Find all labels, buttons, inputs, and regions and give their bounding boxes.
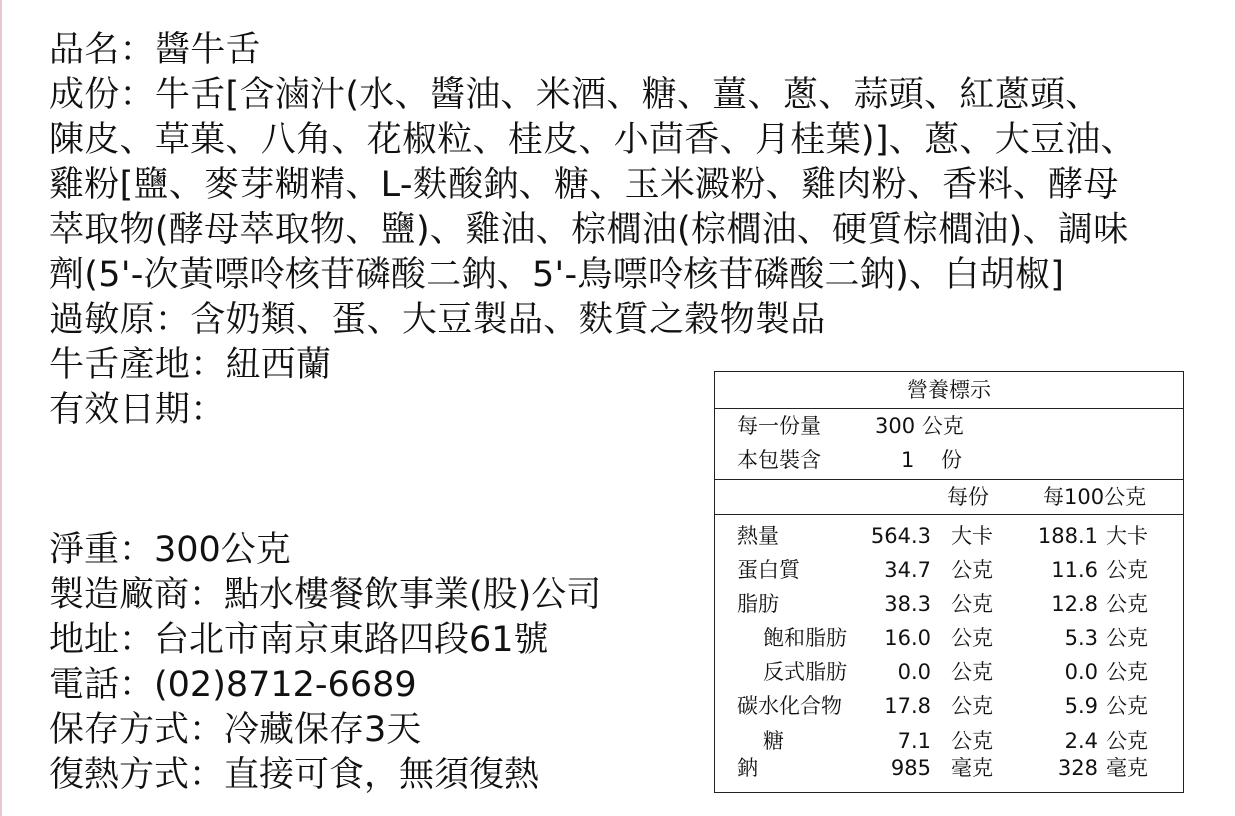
- serving-size-row: [715, 409, 1183, 443]
- ingredients-line-2: 陳皮、草菓、八角、花椒粒、桂皮、小茴香、月桂葉)]、蔥、大豆油、: [49, 120, 1136, 160]
- nutrient-row: [715, 519, 1183, 553]
- per-100g-unit: 公克: [1106, 558, 1148, 582]
- per-100g-unit: 大卡: [1106, 524, 1148, 548]
- per-100g-value: 328: [1057, 756, 1098, 780]
- nutrient-rows: [715, 515, 1183, 781]
- per-100g-value: 0.0: [1064, 660, 1098, 684]
- nutrient-label: 熱量: [737, 524, 779, 548]
- per-100g-unit: 公克: [1106, 626, 1148, 650]
- storage-method: 保存方式：冷藏保存3天: [49, 710, 422, 750]
- per-serving-value: 985: [890, 756, 931, 780]
- net-weight: 淨重：300公克: [49, 530, 291, 570]
- per-100g-value: 5.9: [1064, 694, 1098, 718]
- nutrient-label: 碳水化合物: [737, 694, 842, 718]
- ingredients-line-3: 雞粉[鹽、麥芽糊精、L-麩酸鈉、糖、玉米澱粉、雞肉粉、香料、酵母: [49, 165, 1119, 205]
- per-serving-unit: 公克: [951, 558, 993, 582]
- nutrient-row: [715, 621, 1183, 655]
- nutrient-label: 脂肪: [737, 592, 779, 616]
- nutrient-row: [715, 587, 1183, 621]
- serving-section: [715, 409, 1183, 480]
- per-100g-value: 2.4: [1064, 729, 1098, 753]
- per-100g-unit: 毫克: [1106, 756, 1148, 780]
- per-serving-unit: 公克: [951, 694, 993, 718]
- nutrient-row: [715, 553, 1183, 587]
- left-edge-line: [0, 0, 2, 816]
- per-serving-unit: 公克: [951, 592, 993, 616]
- per-serving-unit: 毫克: [951, 756, 993, 780]
- ingredients-line-1: 成份：牛舌[含滷汁(水、醬油、米酒、糖、薑、蔥、蒜頭、紅蔥頭、: [49, 75, 1101, 115]
- address: 地址：台北市南京東路四段61號: [49, 620, 549, 660]
- per-serving-value: 17.8: [884, 694, 931, 718]
- per-100g-value: 5.3: [1064, 626, 1098, 650]
- per-100g-unit: 公克: [1106, 660, 1148, 684]
- nutrient-row: [715, 689, 1183, 723]
- nutrition-title: 營養標示: [715, 372, 1183, 409]
- per-100g-unit: 公克: [1106, 592, 1148, 616]
- servings-unit: 份: [941, 448, 962, 472]
- column-header-section: [715, 480, 1183, 515]
- ingredients-line-4: 萃取物(酵母萃取物、鹽)、雞油、棕櫚油(棕櫚油、硬質棕櫚油)、調味: [49, 210, 1129, 250]
- per-100g-value: 12.8: [1051, 592, 1098, 616]
- ingredients-line-5: 劑(5'-次黃嘌呤核苷磷酸二鈉、5'-鳥嘌呤核苷磷酸二鈉)、白胡椒]: [49, 255, 1065, 295]
- origin-info: 牛舌產地：紐西蘭: [49, 345, 332, 385]
- column-header-row: [715, 480, 1183, 514]
- per-100g-value: 188.1: [1037, 524, 1098, 548]
- allergen-info: 過敏原：含奶類、蛋、大豆製品、麩質之穀物製品: [49, 300, 826, 340]
- per-100g-unit: 公克: [1106, 694, 1148, 718]
- col-per-100g: 每100公克: [1043, 485, 1147, 509]
- per-100g-value: 11.6: [1051, 558, 1098, 582]
- nutrient-label: 鈉: [737, 756, 758, 780]
- product-details-block: [49, 528, 601, 798]
- phone: 電話：(02)8712-6689: [49, 665, 417, 705]
- servings-value: 1: [901, 448, 915, 472]
- per-serving-value: 16.0: [884, 626, 931, 650]
- manufacturer: 製造廠商：點水樓餐飲事業(股)公司: [49, 575, 602, 615]
- nutrient-label: 飽和脂肪: [763, 626, 847, 650]
- per-100g-unit: 公克: [1106, 729, 1148, 753]
- per-serving-value: 34.7: [884, 558, 931, 582]
- nutrition-facts-table: [714, 371, 1184, 793]
- nutrient-label: 反式脂肪: [763, 660, 847, 684]
- product-name: 品名：醬牛舌: [49, 30, 261, 70]
- nutrient-label: 糖: [763, 729, 784, 753]
- nutrient-row: [715, 755, 1183, 781]
- per-serving-value: 38.3: [884, 592, 931, 616]
- nutrient-row: [715, 727, 1183, 755]
- per-serving-value: 0.0: [897, 660, 931, 684]
- per-serving-value: 7.1: [897, 729, 931, 753]
- servings-label: 本包裝含: [737, 448, 821, 472]
- reheat-method: 復熱方式：直接可食，無須復熱: [49, 755, 540, 795]
- nutrient-row: [715, 655, 1183, 689]
- nutrient-label: 蛋白質: [737, 558, 800, 582]
- per-serving-unit: 公克: [951, 729, 993, 753]
- expiry-info: 有效日期：: [49, 390, 226, 430]
- per-serving-unit: 公克: [951, 626, 993, 650]
- serving-size-label: 每一份量: [737, 414, 821, 438]
- per-serving-value: 564.3: [870, 524, 931, 548]
- servings-row: [715, 443, 1183, 477]
- per-serving-unit: 大卡: [951, 524, 993, 548]
- col-per-serving: 每份: [947, 485, 989, 509]
- per-serving-unit: 公克: [951, 660, 993, 684]
- serving-size-value: 300 公克: [875, 414, 964, 438]
